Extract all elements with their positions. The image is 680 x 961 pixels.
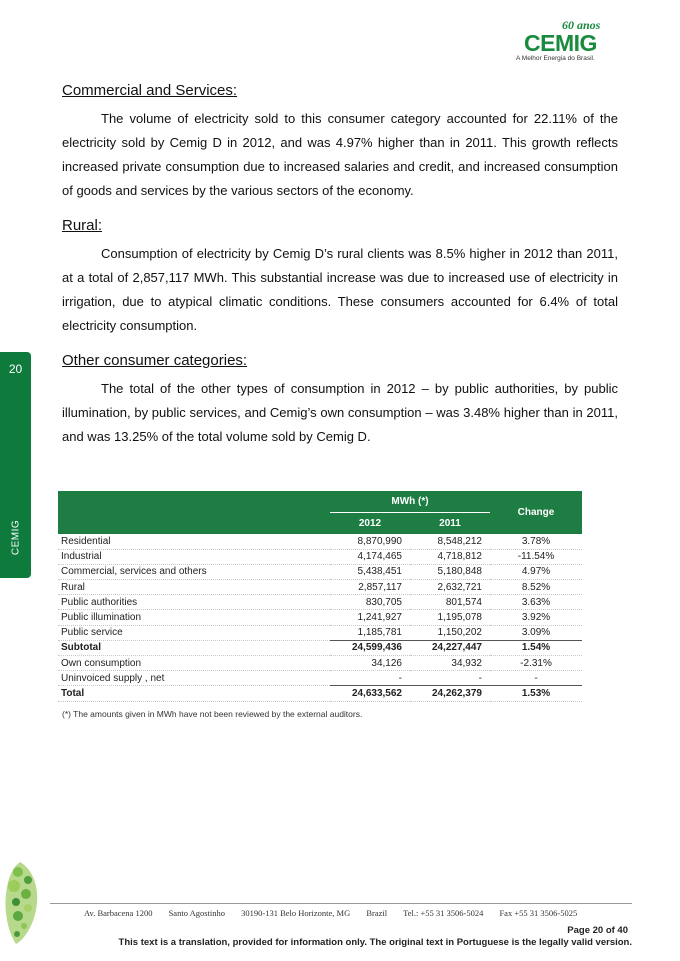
row-change: -2.31% — [490, 656, 582, 671]
logo-anniversary: 60 anos — [562, 18, 601, 32]
section-heading-other: Other consumer categories: — [62, 352, 248, 369]
table-row — [58, 610, 582, 625]
side-tab-label: CEMIG — [10, 519, 22, 556]
side-tab-page-number: 20 — [8, 362, 23, 376]
row-value-2011: 5,180,848 — [410, 564, 490, 579]
row-value-2012: 2,857,117 — [330, 580, 410, 595]
row-change: 3.09% — [490, 625, 582, 640]
row-label: Total — [58, 686, 330, 701]
logo-brand: CEMIG — [524, 30, 597, 56]
page-of-label: Page 20 of 40 — [567, 925, 628, 936]
table-row — [58, 671, 582, 686]
table-row — [58, 549, 582, 564]
row-label: Own consumption — [58, 656, 330, 671]
row-value-2012: 5,438,451 — [330, 564, 410, 579]
row-value-2011: 4,718,812 — [410, 549, 490, 564]
row-change: 3.92% — [490, 610, 582, 625]
row-label: Industrial — [58, 549, 330, 564]
table-row — [58, 656, 582, 671]
row-value-2011: 1,195,078 — [410, 610, 490, 625]
side-tab — [0, 352, 31, 578]
table-row — [58, 595, 582, 610]
section-heading-commercial: Commercial and Services: — [62, 82, 238, 99]
row-value-2012: 24,599,436 — [330, 640, 410, 655]
row-value-2011: 34,932 — [410, 656, 490, 671]
row-change: 4.97% — [490, 564, 582, 579]
table-row-total — [58, 686, 582, 701]
section-text-rural: Consumption of electricity by Cemig D’s rural clients was 8.5% higher in 2012 than 2011, at a total of 2,857,117 MWh. This substantial increase was due to increased use of electricity in irrigation, due to atypical climatic conditions. These consumers accounted for 6.4% of total electricity consumption. — [62, 246, 618, 333]
row-label: Commercial, services and others — [58, 564, 330, 579]
table-row — [58, 580, 582, 595]
table-header-mwh: MWh (*) — [330, 491, 490, 513]
address-district: Santo Agostinho — [168, 908, 226, 918]
row-value-2011: - — [410, 671, 490, 686]
row-value-2011: 801,574 — [410, 595, 490, 610]
row-change: 1.54% — [490, 640, 582, 655]
row-change: 3.63% — [490, 595, 582, 610]
decorative-leaf-icon — [2, 860, 42, 946]
row-change: - — [490, 671, 582, 686]
row-label: Uninvoiced supply , net — [58, 671, 330, 686]
row-label: Public illumination — [58, 610, 330, 625]
row-value-2011: 1,150,202 — [410, 625, 490, 640]
row-value-2012: 34,126 — [330, 656, 410, 671]
footer-address — [84, 908, 624, 918]
row-label: Public service — [58, 625, 330, 640]
table-row-subtotal — [58, 640, 582, 655]
row-value-2012: 8,870,990 — [330, 534, 410, 549]
section-text-other: The total of the other types of consumption in 2012 – by public authorities, by public illumination, by public services, and Cemig’s own consumption – was 3.48% higher than in 2011, and was 13.25% of the total volume sold by Cemig D. — [62, 381, 618, 444]
footer-divider — [50, 903, 632, 904]
row-change: 8.52% — [490, 580, 582, 595]
row-value-2012: 1,241,927 — [330, 610, 410, 625]
row-value-2012: 24,633,562 — [330, 686, 410, 701]
table-header-change: Change — [490, 491, 582, 534]
address-city: 30190-131 Belo Horizonte, MG — [241, 908, 351, 918]
table-header-blank — [58, 491, 330, 534]
table-footnote: (*) The amounts given in MWh have not been reviewed by the external auditors. — [62, 709, 363, 719]
row-value-2012: - — [330, 671, 410, 686]
address-country: Brazil — [366, 908, 388, 918]
row-label: Public authorities — [58, 595, 330, 610]
consumption-table — [58, 491, 582, 702]
consumption-table-wrap — [58, 491, 582, 702]
table-row — [58, 625, 582, 640]
row-label: Rural — [58, 580, 330, 595]
row-value-2011: 8,548,212 — [410, 534, 490, 549]
row-change: 3.78% — [490, 534, 582, 549]
row-value-2011: 24,227,447 — [410, 640, 490, 655]
row-label: Subtotal — [58, 640, 330, 655]
cemig-logo — [512, 18, 622, 64]
row-value-2012: 830,705 — [330, 595, 410, 610]
row-value-2012: 1,185,781 — [330, 625, 410, 640]
address-street: Av. Barbacena 1200 — [84, 908, 153, 918]
document-body — [62, 82, 618, 463]
section-heading-rural: Rural: — [62, 217, 103, 234]
table-header-2012: 2012 — [330, 513, 410, 535]
section-text-commercial: The volume of electricity sold to this consumer category accounted for 22.11% of the electricity sold by Cemig D in 2012, and was 4.97% higher than in 2011. This growth reflects increased private consumption due to increased salaries and credit, and increased consumption of goods and services by the various sectors of the economy. — [62, 111, 618, 198]
row-change: 1.53% — [490, 686, 582, 701]
address-fax: Fax +55 31 3506-5025 — [499, 908, 578, 918]
row-value-2012: 4,174,465 — [330, 549, 410, 564]
logo-tagline: A Melhor Energia do Brasil. — [516, 55, 595, 62]
translation-disclaimer: This text is a translation, provided for information only. The original text in Portuguese is the legally valid version. — [118, 937, 632, 948]
table-row — [58, 564, 582, 579]
row-label: Residential — [58, 534, 330, 549]
row-value-2011: 2,632,721 — [410, 580, 490, 595]
row-change: -11.54% — [490, 549, 582, 564]
address-tel: Tel.: +55 31 3506-5024 — [403, 908, 484, 918]
row-value-2011: 24,262,379 — [410, 686, 490, 701]
table-header-2011: 2011 — [410, 513, 490, 535]
table-row — [58, 534, 582, 549]
